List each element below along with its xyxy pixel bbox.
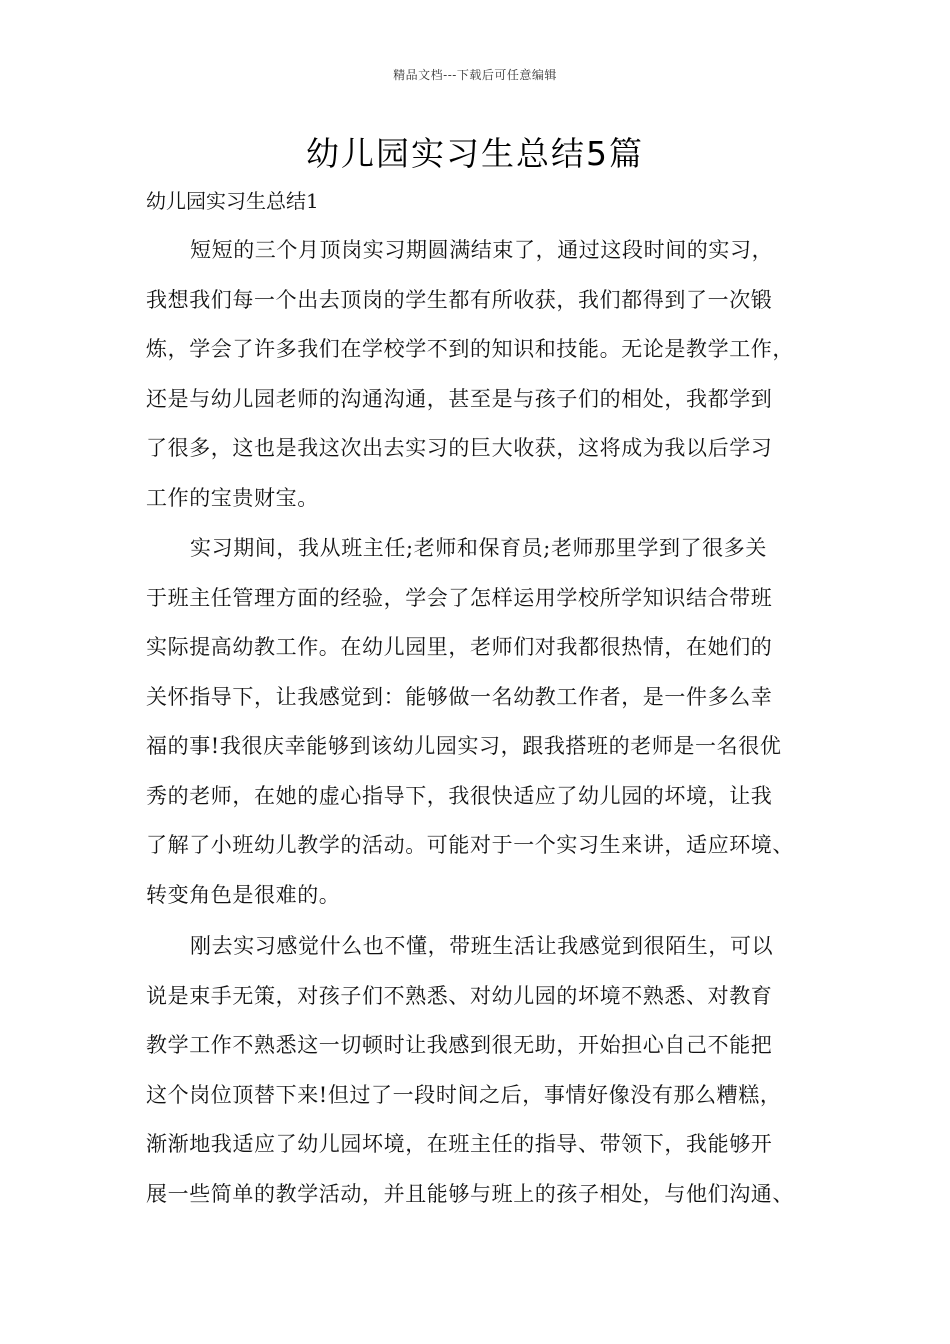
text-line: 展一些简单的教学活动，并且能够与班上的孩子相处，与他们沟通、	[146, 1181, 794, 1206]
text-line: 刚去实习感觉什么也不懂，带班生活让我感觉到很陌生，可以	[190, 934, 774, 958]
paragraph-3	[146, 922, 826, 1219]
text-line: 短短的三个月顶岗实习期圆满结束了，通过这段时间的实习，	[190, 238, 774, 262]
text-line: 渐渐地我适应了幼儿园坏境，在班主任的指导、带领下，我能够开	[146, 1132, 773, 1156]
text-line: 这个岗位顶替下来!但过了一段时间之后，事情好像没有那么糟糕，	[146, 1082, 782, 1107]
text-line: 于班主任管理方面的经验，学会了怎样运用学校所学知识结合带班	[146, 585, 773, 610]
text-line: 教学工作不熟悉这一切顿时让我感到很无助，开始担心自己不能把	[146, 1033, 773, 1057]
text-line: 关怀指导下，让我感觉到：能够做一名幼教工作者，是一件多么幸	[146, 684, 773, 709]
text-line: 炼，学会了许多我们在学校学不到的知识和技能。无论是教学工作，	[146, 337, 794, 361]
text-line: 福的事!我很庆幸能够到该幼儿园实习，跟我搭班的老师是一名很优	[146, 734, 782, 758]
text-line: 实际提高幼教工作。在幼儿园里，老师们对我都很热情，在她们的	[146, 635, 773, 659]
paragraph-2	[146, 524, 826, 920]
header-note: 精品文档---下载后可任意编辑	[393, 68, 557, 82]
paragraph-1	[146, 226, 826, 523]
text-line: 实习期间，我从班主任;老师和保育员;老师那里学到了很多关	[190, 536, 767, 560]
text-line: 了解了小班幼儿教学的活动。可能对于一个实习生来讲，适应环境、	[146, 833, 794, 857]
text-line: 转变角色是很难的。	[146, 882, 341, 907]
text-line: 我想我们每一个出去顶岗的学生都有所收获，我们都得到了一次锻	[146, 287, 773, 312]
text-line: 说是束手无策，对孩子们不熟悉、对幼儿园的坏境不熟悉、对教育	[146, 983, 773, 1008]
text-line: 工作的宝贵财宝。	[146, 485, 319, 510]
text-line: 秀的老师，在她的虚心指导下，我很快适应了幼儿园的坏境，让我	[146, 783, 773, 808]
text-line: 了很多，这也是我这次出去实习的巨大收获，这将成为我以后学习	[146, 436, 773, 460]
text-line: 还是与幼儿园老师的沟通沟通，甚至是与孩子们的相处，我都学到	[146, 386, 773, 411]
section-heading: 幼儿园实习生总结1	[146, 189, 319, 213]
document-title: 幼儿园实习生总结5篇	[306, 134, 644, 173]
